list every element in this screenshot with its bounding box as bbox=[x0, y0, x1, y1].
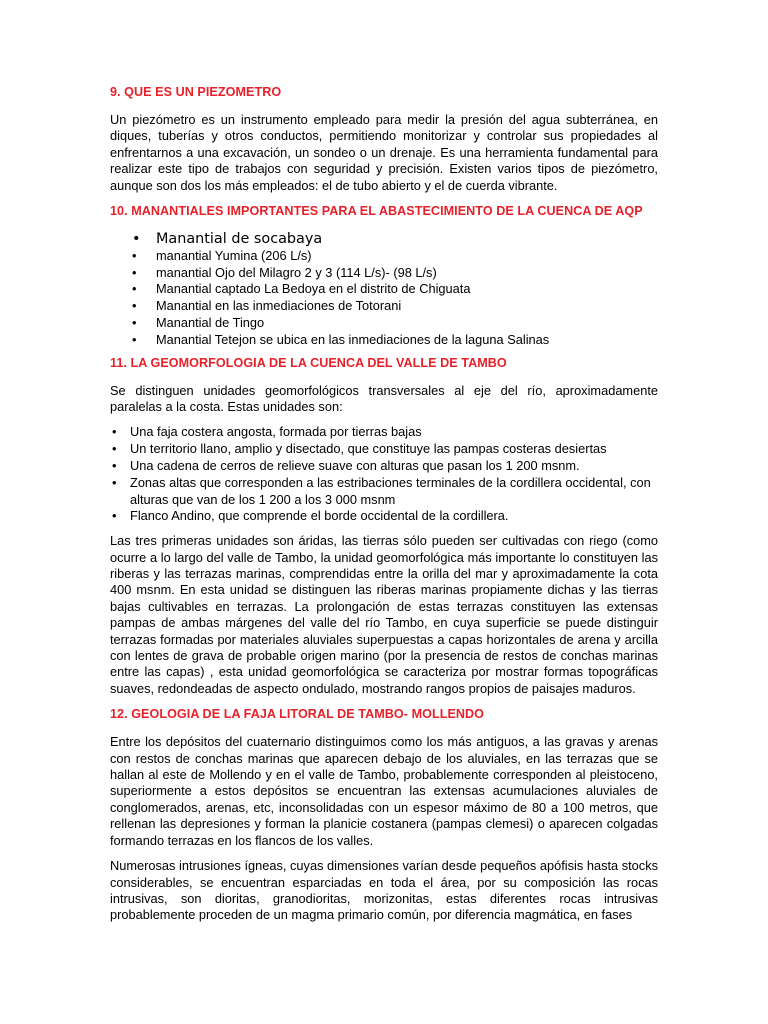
list-item: • Manantial de socabaya bbox=[132, 231, 323, 248]
section-11-intro: Se distinguen unidades geomorfológicos transversales al eje del río, aproximadamente paralelas a la costa. Estas unidades son: bbox=[110, 382, 658, 415]
bullet-icon: • bbox=[112, 474, 117, 490]
list-item: • Zonas altas que corresponden a las estribaciones terminales de la cordillera occidental, con alturas que van de los 1 200 a los 3 000 msnm bbox=[112, 474, 651, 507]
list-item: • Una faja costera angosta, formada por tierras bajas bbox=[112, 424, 422, 440]
section-10-heading: 10. MANANTIALES IMPORTANTES PARA EL ABASTECIMIENTO DE LA CUENCA DE AQP bbox=[110, 204, 643, 219]
section-9-heading: 9. QUE ES UN PIEZOMETRO bbox=[110, 85, 282, 99]
bullet-icon: • bbox=[132, 331, 137, 347]
list-item: • Flanco Andino, que comprende el borde occidental de la cordillera. bbox=[112, 508, 509, 524]
bullet-icon: • bbox=[132, 247, 137, 263]
bullet-icon: • bbox=[132, 231, 141, 248]
bullet-icon: • bbox=[112, 441, 117, 457]
bullet-icon: • bbox=[132, 315, 137, 331]
section-9-paragraph: Un piezómetro es un instrumento empleado para medir la presión del agua subterránea, en diques, tuberías y otros conductos, permitiendo monitorizar y controlar sus propiedades al enfrentarnos a una excavación, un sondeo o un drenaje. Es una herramienta fundamental para realizar este tipo de trabajos con seguridad y precisión. Existen varios tipos de piezómetro, aunque son dos los más empleados: el de tubo abierto y el de cuerda vibrante. bbox=[110, 112, 658, 193]
list-item: • Manantial Tetejon se ubica en las inmediaciones de la laguna Salinas bbox=[132, 331, 550, 347]
section-11-heading: 11. LA GEOMORFOLOGIA DE LA CUENCA DEL VALLE DE TAMBO bbox=[110, 355, 507, 370]
springs-list bbox=[110, 231, 658, 349]
list-item: • Manantial en las inmediaciones de Totorani bbox=[132, 298, 402, 314]
bullet-icon: • bbox=[112, 508, 117, 524]
section-12-paragraph-2: Numerosas intrusiones ígneas, cuyas dimensiones varían desde pequeños apófisis hasta stocks considerables, se encuentran esparciadas en toda el área, por su composición las rocas intrusivas, son dioritas, granodioritas, morizonitas, estas diferentes rocas intrusivas probablemente proceden de un magma primario común, por diferencia magmática, en fases bbox=[110, 858, 658, 923]
geomorphology-units-list bbox=[110, 424, 658, 525]
list-item: • manantial Yumina (206 L/s) bbox=[132, 247, 312, 263]
bullet-icon: • bbox=[132, 264, 137, 280]
list-item: • Una cadena de cerros de relieve suave con alturas que pasan los 1 200 msnm. bbox=[112, 458, 580, 474]
bullet-icon: • bbox=[112, 458, 117, 474]
list-item: • Manantial captado La Bedoya en el distrito de Chiguata bbox=[132, 281, 471, 297]
list-item: • Manantial de Tingo bbox=[132, 315, 265, 331]
bullet-icon: • bbox=[132, 298, 137, 314]
bullet-icon: • bbox=[112, 424, 117, 440]
section-11-paragraph: Las tres primeras unidades son áridas, las tierras sólo pueden ser cultivadas con riego (como ocurre a lo largo del valle de Tambo, la unidad geomorfológica más importante lo constituyen las riberas y las terrazas marinas, comprendidas entre la orilla del mar y aproximadamente la cota 400 msnm. En esta unidad se distinguen las riberas marinas propiamente dichas y las tierras bajas cultivables en terrazas. La prolongación de estas terrazas constituyen las extensas pampas de ambas márgenes del valle del río Tambo, en cuya superficie se puede distinguir terrazas formadas por materiales aluviales superpuestas a capas horizontales de arena y arcilla con lentes de grava de probable origen marino (por la presencia de restos de conchas marinas entre las capas) , esta unidad geomorfológica se caracteriza por mostrar formas topográficas suaves, redondeadas de aspecto ondulado, mostrando rangos propios de paisajes maduros. bbox=[110, 533, 658, 696]
section-12-heading: 12. GEOLOGIA DE LA FAJA LITORAL DE TAMBO- MOLLENDO bbox=[110, 707, 485, 722]
list-item: • manantial Ojo del Milagro 2 y 3 (114 L/s)- (98 L/s) bbox=[132, 264, 437, 280]
section-12-paragraph-1: Entre los depósitos del cuaternario distinguimos como los más antiguos, a las gravas y arenas con restos de conchas marinas que aparecen debajo de los aluviales, en las terrazas que se hallan al este de Mollendo y en el valle de Tambo, probablemente corresponden al pleistoceno, superiormente a estos depósitos se encuentran las extensas acumulaciones aluviales de conglomerados, arenas, etc, inconsolidadas con un espesor máximo de 80 a 100 metros, que rellenan las depresiones y forman la planicie costanera (pampas clemesi) o aparecen colgadas formando terrazas en los flancos de los valles. bbox=[110, 734, 658, 848]
list-item: • Un territorio llano, amplio y disectado, que constituye las pampas costeras desiertas bbox=[112, 441, 607, 457]
bullet-icon: • bbox=[132, 281, 137, 297]
